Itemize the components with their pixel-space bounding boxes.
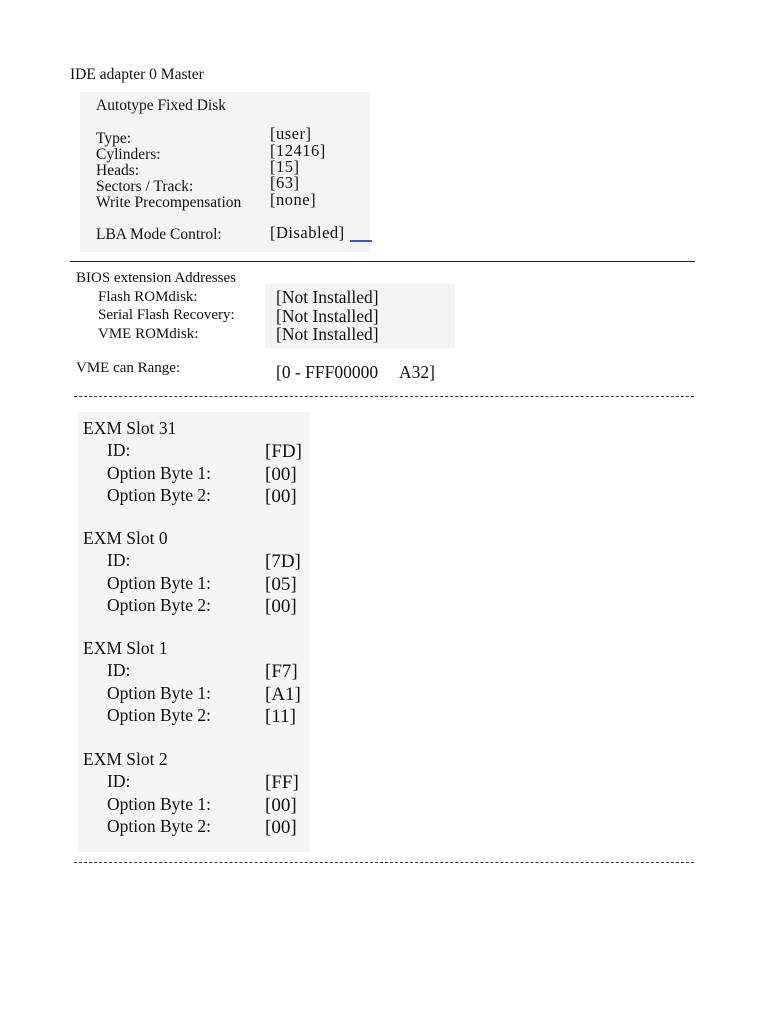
exm-id-label: ID: (107, 660, 131, 680)
exm-id-value[interactable]: [F7] (265, 661, 298, 682)
sectors-track-value[interactable]: [63] (270, 173, 300, 192)
vme-can-range-label: VME can Range: (76, 360, 181, 376)
exm-option-byte-2-label: Option Byte 2: (107, 705, 212, 725)
type-value[interactable]: [user] (270, 124, 312, 143)
write-precompensation-value[interactable]: [none] (270, 190, 317, 209)
autotype-fixed-disk-label: Autotype Fixed Disk (96, 97, 227, 114)
bios-extension-header: BIOS extension Addresses (76, 270, 236, 286)
heads-label: Heads: (96, 162, 140, 179)
exm-option-byte-1-value[interactable]: [00] (265, 795, 297, 816)
exm-option-byte-2-label: Option Byte 2: (107, 595, 212, 615)
heads-value[interactable]: [15] (270, 157, 300, 176)
exm-id-label: ID: (107, 771, 131, 791)
write-precompensation-label: Write Precompensation (96, 194, 242, 211)
exm-slot-title: EXM Slot 0 (83, 528, 168, 548)
exm-option-byte-1-label: Option Byte 1: (107, 463, 212, 483)
exm-option-byte-2-value[interactable]: [00] (265, 596, 297, 617)
exm-option-byte-1-value[interactable]: [05] (265, 574, 297, 595)
exm-option-byte-1-value[interactable]: [A1] (265, 684, 301, 705)
exm-option-byte-1-label: Option Byte 1: (107, 683, 212, 703)
exm-option-byte-1-label: Option Byte 1: (107, 794, 212, 814)
exm-option-byte-2-label: Option Byte 2: (107, 485, 212, 505)
flash-romdisk-value[interactable]: [Not Installed] (276, 287, 379, 307)
vme-romdisk-label: VME ROMdisk: (98, 326, 199, 342)
lba-mode-control-label: LBA Mode Control: (96, 226, 222, 243)
serial-flash-recovery-label: Serial Flash Recovery: (98, 307, 235, 323)
exm-option-byte-1-label: Option Byte 1: (107, 573, 212, 593)
exm-id-value[interactable]: [FF] (265, 772, 299, 793)
exm-slot-title: EXM Slot 31 (83, 418, 177, 438)
dashed-divider (74, 862, 694, 863)
section-divider (70, 261, 695, 262)
exm-slot-title: EXM Slot 1 (83, 638, 168, 658)
cylinders-value[interactable]: [12416] (270, 141, 326, 160)
exm-option-byte-2-value[interactable]: [00] (265, 486, 297, 507)
flash-romdisk-label: Flash ROMdisk: (98, 289, 198, 305)
serial-flash-recovery-value[interactable]: [Not Installed] (276, 306, 379, 326)
exm-id-label: ID: (107, 550, 131, 570)
exm-option-byte-2-value[interactable]: [11] (265, 706, 296, 727)
sectors-track-label: Sectors / Track: (96, 178, 194, 195)
exm-option-byte-2-label: Option Byte 2: (107, 816, 212, 836)
type-label: Type: (96, 130, 132, 147)
ide-adapter-header: IDE adapter 0 Master (70, 66, 204, 83)
exm-id-value[interactable]: [FD] (265, 441, 302, 462)
vme-can-range-value[interactable]: [0 - FFF00000 A32] (276, 362, 435, 382)
exm-id-label: ID: (107, 440, 131, 460)
lba-mode-control-value[interactable]: [Disabled] (270, 223, 345, 242)
exm-option-byte-2-value[interactable]: [00] (265, 817, 297, 838)
exm-slot-title: EXM Slot 2 (83, 749, 168, 769)
cylinders-label: Cylinders: (96, 146, 161, 163)
exm-option-byte-1-value[interactable]: [00] (265, 464, 297, 485)
exm-id-value[interactable]: [7D] (265, 551, 301, 572)
vme-romdisk-value[interactable]: [Not Installed] (276, 324, 379, 344)
text-cursor (350, 240, 372, 242)
dashed-divider (74, 396, 694, 397)
